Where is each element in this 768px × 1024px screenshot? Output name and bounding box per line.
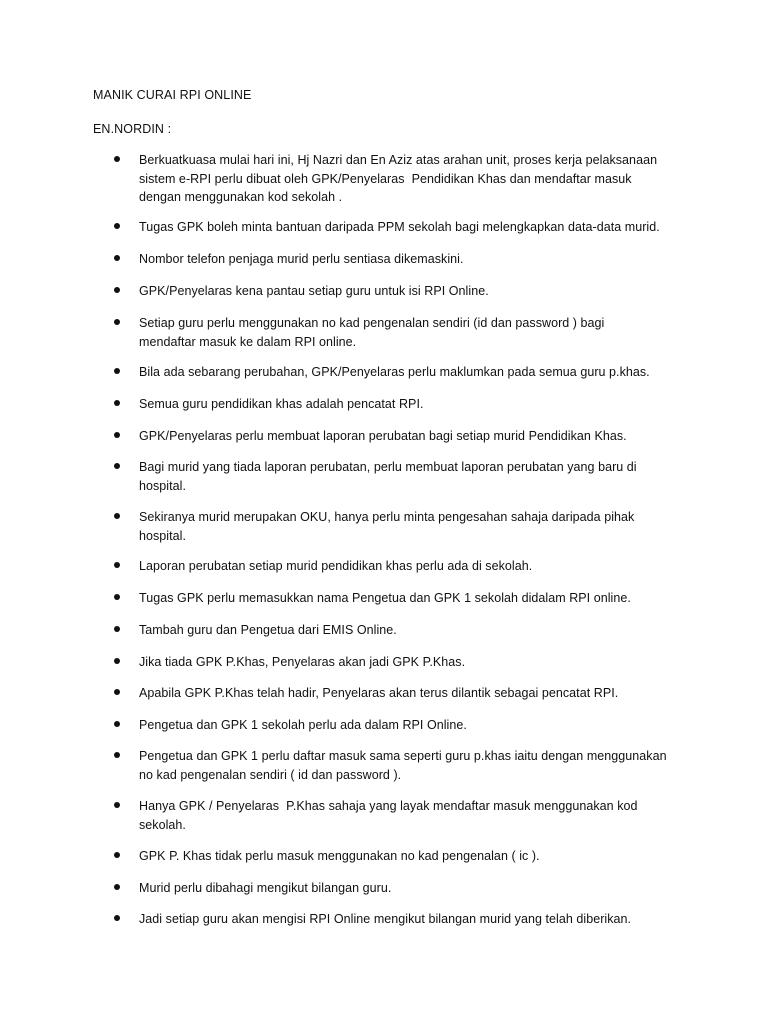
list-item <box>114 250 674 269</box>
list-item-text: Apabila GPK P.Khas telah hadir, Penyelaras akan terus dilantik sebagai pencatat RPI. <box>139 686 619 700</box>
list-item <box>114 151 674 207</box>
list-item-text: Tugas GPK perlu memasukkan nama Pengetua dan GPK 1 sekolah didalam RPI online. <box>139 591 631 605</box>
list-item <box>114 314 674 351</box>
bullet-icon <box>114 368 120 374</box>
bullet-icon <box>114 752 120 758</box>
list-item <box>114 508 674 545</box>
author-heading: EN.NORDIN : <box>93 122 172 136</box>
list-item-text: Jadi setiap guru akan mengisi RPI Online mengikut bilangan murid yang telah diberikan. <box>139 912 632 926</box>
list-item-text: Laporan perubatan setiap murid pendidikan khas perlu ada di sekolah. <box>139 559 533 573</box>
list-item <box>114 363 674 382</box>
bullet-icon <box>114 658 120 664</box>
bullet-icon <box>114 287 120 293</box>
list-item <box>114 589 674 608</box>
list-item-text: Tugas GPK boleh minta bantuan daripada PPM sekolah bagi melengkapkan data-data murid. <box>139 220 660 234</box>
list-item-text: Pengetua dan GPK 1 sekolah perlu ada dalam RPI Online. <box>139 718 467 732</box>
list-item-text: Setiap guru perlu menggunakan no kad pengenalan sendiri (id dan password ) bagi mendaftar masuk ke dalam RPI online. <box>139 316 605 349</box>
list-item-text: GPK/Penyelaras perlu membuat laporan perubatan bagi setiap murid Pendidikan Khas. <box>139 429 627 443</box>
bullet-icon <box>114 721 120 727</box>
list-item <box>114 557 674 576</box>
list-item <box>114 218 674 237</box>
bullet-icon <box>114 689 120 695</box>
list-item <box>114 684 674 703</box>
bullet-icon <box>114 884 120 890</box>
list-item <box>114 282 674 301</box>
list-item-text: Hanya GPK / Penyelaras P.Khas sahaja yang layak mendaftar masuk menggunakan kod sekolah. <box>139 799 638 832</box>
list-item-text: GPK/Penyelaras kena pantau setiap guru untuk isi RPI Online. <box>139 284 489 298</box>
list-item-text: Berkuatkuasa mulai hari ini, Hj Nazri dan En Aziz atas arahan unit, proses kerja pelaksanaan sistem e-RPI perlu dibuat oleh GPK/Penyelaras Pendidikan Khas dan mendaftar masuk dengan menggunakan kod sekolah . <box>139 153 658 204</box>
list-item-text: Pengetua dan GPK 1 perlu daftar masuk sama seperti guru p.khas iaitu dengan menggunakan no kad pengenalan sendiri ( id dan password ). <box>139 749 667 782</box>
list-item <box>114 847 674 866</box>
list-item-text: Sekiranya murid merupakan OKU, hanya perlu minta pengesahan sahaja daripada pihak hospital. <box>139 510 635 543</box>
bullet-icon <box>114 626 120 632</box>
bullet-icon <box>114 432 120 438</box>
bullet-icon <box>114 319 120 325</box>
list-item <box>114 879 674 898</box>
list-item <box>114 458 674 495</box>
bullet-icon <box>114 513 120 519</box>
bullet-icon <box>114 852 120 858</box>
list-item-text: Bila ada sebarang perubahan, GPK/Penyelaras perlu maklumkan pada semua guru p.khas. <box>139 365 650 379</box>
document-title: MANIK CURAI RPI ONLINE <box>93 88 252 102</box>
list-item <box>114 653 674 672</box>
list-item <box>114 621 674 640</box>
list-item <box>114 910 674 929</box>
bullet-icon <box>114 802 120 808</box>
list-item <box>114 797 674 834</box>
bullet-icon <box>114 463 120 469</box>
list-item-text: Jika tiada GPK P.Khas, Penyelaras akan jadi GPK P.Khas. <box>139 655 466 669</box>
list-item-text: Semua guru pendidikan khas adalah pencatat RPI. <box>139 397 424 411</box>
bullet-icon <box>114 223 120 229</box>
list-item <box>114 427 674 446</box>
bullet-icon <box>114 594 120 600</box>
list-item-text: Bagi murid yang tiada laporan perubatan, perlu membuat laporan perubatan yang baru di hospital. <box>139 460 637 493</box>
list-item-text: Nombor telefon penjaga murid perlu sentiasa dikemaskini. <box>139 252 464 266</box>
list-item-text: GPK P. Khas tidak perlu masuk menggunakan no kad pengenalan ( ic ). <box>139 849 540 863</box>
list-item <box>114 395 674 414</box>
list-item-text: Murid perlu dibahagi mengikut bilangan guru. <box>139 881 392 895</box>
list-item-text: Tambah guru dan Pengetua dari EMIS Online. <box>139 623 397 637</box>
list-item <box>114 716 674 735</box>
bullet-icon <box>114 400 120 406</box>
list-item <box>114 747 674 784</box>
bullet-icon <box>114 562 120 568</box>
bullet-icon <box>114 156 120 162</box>
bullet-icon <box>114 915 120 921</box>
bullet-icon <box>114 255 120 261</box>
